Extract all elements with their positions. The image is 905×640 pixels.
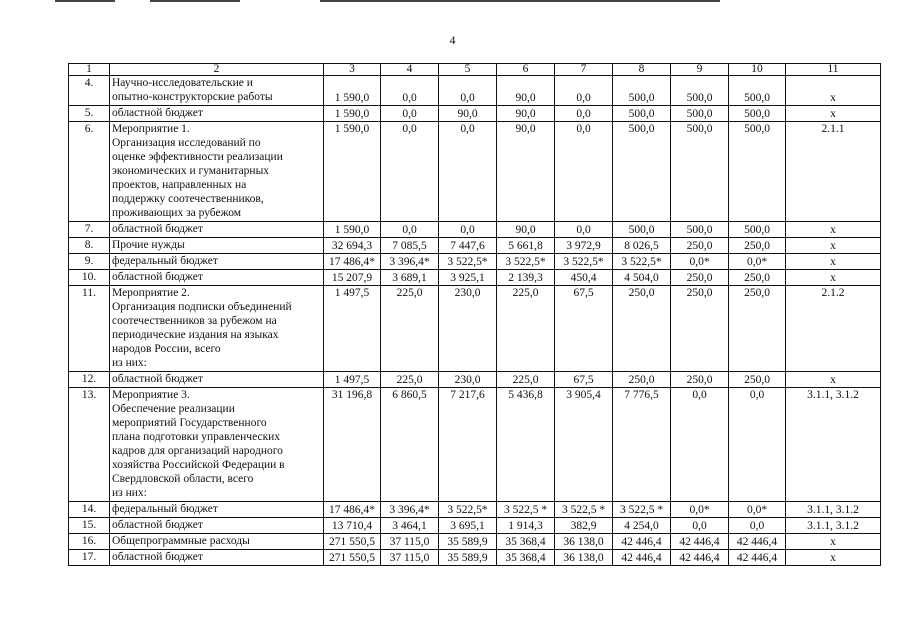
table-row [69,238,881,254]
header-cell: 3 [324,64,381,76]
row-name-line: Научно-исследовательские и [112,77,253,89]
reference-cell: 2.1.1 [786,122,881,222]
reference-cell: x [786,372,881,388]
value-cell: 382,9 [555,518,613,534]
value-cell: 90,0 [497,76,555,106]
value-cell: 500,0 [671,106,729,122]
row-name-line: Мероприятие 1. [112,123,190,135]
table-row [69,254,881,270]
value-cell: 3 522,5 * [555,502,613,518]
value-cell: 500,0 [613,76,671,106]
table-row [69,222,881,238]
value-cell: 0,0* [671,254,729,270]
table-row [69,518,881,534]
value-cell: 0,0 [555,122,613,222]
value-cell: 67,5 [555,286,613,372]
value-cell: 15 207,9 [324,270,381,286]
row-number-cell: 11. [69,286,110,372]
value-cell: 3 522,5 * [613,502,671,518]
value-cell: 0,0 [729,518,786,534]
value-cell: 0,0 [555,106,613,122]
value-cell: 3 522,5* [555,254,613,270]
row-number-cell: 15. [69,518,110,534]
header-cell: 2 [110,64,324,76]
row-name-line: областной бюджет [112,551,203,563]
value-cell: 3 396,4* [381,254,439,270]
row-number-cell: 16. [69,534,110,550]
value-cell: 250,0 [671,270,729,286]
value-cell: 0,0 [439,76,497,106]
row-name-line: Организация подписки объединений [112,301,292,313]
header-cell: 4 [381,64,439,76]
reference-cell: x [786,254,881,270]
row-name-cell [110,238,324,254]
value-cell: 1 590,0 [324,76,381,106]
value-cell: 3 522,5* [439,502,497,518]
value-cell: 1 590,0 [324,106,381,122]
value-cell: 500,0 [671,122,729,222]
row-name-line: областной бюджет [112,519,203,531]
table-row [69,286,881,372]
row-number-cell: 5. [69,106,110,122]
reference-cell: 3.1.1, 3.1.2 [786,502,881,518]
table-row [69,106,881,122]
value-cell: 7 447,6 [439,238,497,254]
value-cell: 225,0 [497,372,555,388]
value-cell: 3 695,1 [439,518,497,534]
row-number-cell: 4. [69,76,110,106]
value-cell: 1 497,5 [324,372,381,388]
row-name-line: Мероприятие 2. [112,287,190,299]
value-cell: 0,0 [555,222,613,238]
value-cell: 1 914,3 [497,518,555,534]
row-number-cell: 12. [69,372,110,388]
table-row [69,502,881,518]
value-cell: 5 436,8 [497,388,555,502]
value-cell: 3 905,4 [555,388,613,502]
value-cell: 90,0 [497,122,555,222]
row-name-cell [110,76,324,106]
table-row [69,270,881,286]
value-cell: 31 196,8 [324,388,381,502]
row-name-line: Прочие нужды [112,239,185,251]
top-rule-right [320,0,720,2]
value-cell: 3 522,5 * [497,502,555,518]
header-row [69,64,881,76]
value-cell: 0,0* [729,502,786,518]
row-name-line: Организация исследований по [112,137,261,149]
value-cell: 42 446,4 [729,534,786,550]
value-cell: 3 464,1 [381,518,439,534]
value-cell: 7 085,5 [381,238,439,254]
row-name-line: Свердловской области, всего [112,473,254,485]
value-cell: 42 446,4 [613,534,671,550]
table-row [69,550,881,566]
row-name-cell [110,502,324,518]
row-name-line: Обеспечение реализации [112,403,235,415]
value-cell: 271 550,5 [324,534,381,550]
table-row [69,534,881,550]
value-cell: 4 504,0 [613,270,671,286]
row-name-line: из них: [112,487,147,499]
value-cell: 35 368,4 [497,550,555,566]
value-cell: 5 661,8 [497,238,555,254]
value-cell: 35 368,4 [497,534,555,550]
value-cell: 225,0 [381,372,439,388]
table-row [69,372,881,388]
value-cell: 500,0 [613,122,671,222]
value-cell: 67,5 [555,372,613,388]
value-cell: 450,4 [555,270,613,286]
row-name-line: мероприятий Государственного [112,417,267,429]
row-number-cell: 13. [69,388,110,502]
value-cell: 250,0 [729,270,786,286]
value-cell: 1 590,0 [324,122,381,222]
row-number-cell: 8. [69,238,110,254]
value-cell: 0,0 [671,388,729,502]
value-cell: 0,0 [555,76,613,106]
value-cell: 250,0 [729,238,786,254]
value-cell: 0,0* [729,254,786,270]
value-cell: 250,0 [671,238,729,254]
value-cell: 17 486,4* [324,502,381,518]
value-cell: 250,0 [729,372,786,388]
value-cell: 0,0 [381,222,439,238]
value-cell: 230,0 [439,372,497,388]
row-name-line: опытно-конструкторские работы [112,91,273,103]
row-number-cell: 7. [69,222,110,238]
value-cell: 0,0 [439,122,497,222]
value-cell: 1 590,0 [324,222,381,238]
value-cell: 500,0 [729,122,786,222]
reference-cell: x [786,270,881,286]
row-name-line: соотечественников за рубежом на [112,315,277,327]
value-cell: 8 026,5 [613,238,671,254]
row-name-cell [110,222,324,238]
value-cell: 36 138,0 [555,550,613,566]
row-number-cell: 6. [69,122,110,222]
value-cell: 0,0 [381,122,439,222]
header-cell: 11 [786,64,881,76]
budget-table [68,63,881,566]
reference-cell: x [786,238,881,254]
value-cell: 3 522,5* [497,254,555,270]
row-name-line: федеральный бюджет [112,503,218,515]
value-cell: 0,0 [439,222,497,238]
reference-cell: x [786,534,881,550]
value-cell: 35 589,9 [439,534,497,550]
value-cell: 0,0 [671,518,729,534]
value-cell: 3 522,5* [613,254,671,270]
row-name-cell [110,254,324,270]
row-name-line: проживающих за рубежом [112,207,242,219]
value-cell: 35 589,9 [439,550,497,566]
row-name-line: областной бюджет [112,223,203,235]
reference-cell: x [786,550,881,566]
value-cell: 6 860,5 [381,388,439,502]
value-cell: 500,0 [613,106,671,122]
row-name-line: народов России, всего [112,343,221,355]
value-cell: 500,0 [671,76,729,106]
value-cell: 0,0 [381,76,439,106]
row-number-cell: 9. [69,254,110,270]
row-name-cell [110,286,324,372]
row-name-line: кадров для организаций народного [112,445,283,457]
row-name-line: хозяйства Российской Федерации в [112,459,285,471]
value-cell: 0,0* [671,502,729,518]
value-cell: 271 550,5 [324,550,381,566]
value-cell: 2 139,3 [497,270,555,286]
table-row [69,122,881,222]
value-cell: 0,0 [381,106,439,122]
row-name-cell [110,106,324,122]
page-number: 4 [449,33,456,47]
top-rule-middle [150,0,240,2]
value-cell: 3 925,1 [439,270,497,286]
value-cell: 1 497,5 [324,286,381,372]
row-name-line: из них: [112,357,147,369]
row-name-cell [110,372,324,388]
value-cell: 500,0 [729,76,786,106]
header-cell: 5 [439,64,497,76]
header-cell: 7 [555,64,613,76]
value-cell: 17 486,4* [324,254,381,270]
row-name-cell [110,388,324,502]
row-name-cell [110,122,324,222]
value-cell: 3 522,5* [439,254,497,270]
header-cell: 6 [497,64,555,76]
value-cell: 500,0 [729,106,786,122]
value-cell: 90,0 [497,106,555,122]
value-cell: 250,0 [613,286,671,372]
header-cell: 8 [613,64,671,76]
row-name-line: оценке эффективности реализации [112,151,283,163]
value-cell: 500,0 [613,222,671,238]
row-number-cell: 10. [69,270,110,286]
header-cell: 10 [729,64,786,76]
table-body [69,64,881,566]
reference-cell: 3.1.1, 3.1.2 [786,388,881,502]
table-row [69,76,881,106]
row-name-cell [110,518,324,534]
row-name-line: экономических и гуманитарных [112,165,270,177]
value-cell: 90,0 [439,106,497,122]
top-rule-left [55,0,115,2]
row-name-line: плана подготовки управленческих [112,431,281,443]
value-cell: 225,0 [381,286,439,372]
value-cell: 32 694,3 [324,238,381,254]
reference-cell: x [786,222,881,238]
reference-cell: x [786,106,881,122]
value-cell: 7 217,6 [439,388,497,502]
value-cell: 37 115,0 [381,550,439,566]
value-cell: 90,0 [497,222,555,238]
row-name-line: Мероприятие 3. [112,389,190,401]
value-cell: 42 446,4 [729,550,786,566]
header-cell: 1 [69,64,110,76]
reference-cell: 3.1.1, 3.1.2 [786,518,881,534]
row-name-line: областной бюджет [112,373,203,385]
value-cell: 500,0 [671,222,729,238]
row-name-line: областной бюджет [112,271,203,283]
value-cell: 500,0 [729,222,786,238]
row-name-line: областной бюджет [112,107,203,119]
value-cell: 42 446,4 [671,534,729,550]
value-cell: 42 446,4 [671,550,729,566]
row-number-cell: 17. [69,550,110,566]
value-cell: 230,0 [439,286,497,372]
value-cell: 37 115,0 [381,534,439,550]
row-name-line: Общепрограммные расходы [112,535,250,547]
value-cell: 250,0 [729,286,786,372]
value-cell: 4 254,0 [613,518,671,534]
row-name-line: проектов, направленных на [112,179,247,191]
header-cell: 9 [671,64,729,76]
row-number-cell: 14. [69,502,110,518]
row-name-line: поддержку соотечественников, [112,193,264,205]
value-cell: 250,0 [613,372,671,388]
row-name-cell [110,270,324,286]
value-cell: 36 138,0 [555,534,613,550]
value-cell: 42 446,4 [613,550,671,566]
value-cell: 225,0 [497,286,555,372]
value-cell: 3 689,1 [381,270,439,286]
value-cell: 13 710,4 [324,518,381,534]
row-name-cell [110,550,324,566]
table-row [69,388,881,502]
value-cell: 3 972,9 [555,238,613,254]
value-cell: 250,0 [671,286,729,372]
reference-cell: 2.1.2 [786,286,881,372]
value-cell: 250,0 [671,372,729,388]
value-cell: 7 776,5 [613,388,671,502]
reference-cell: x [786,76,881,106]
row-name-cell [110,534,324,550]
value-cell: 3 396,4* [381,502,439,518]
value-cell: 0,0 [729,388,786,502]
row-name-line: периодические издания на языках [112,329,279,341]
row-name-line: федеральный бюджет [112,255,218,267]
